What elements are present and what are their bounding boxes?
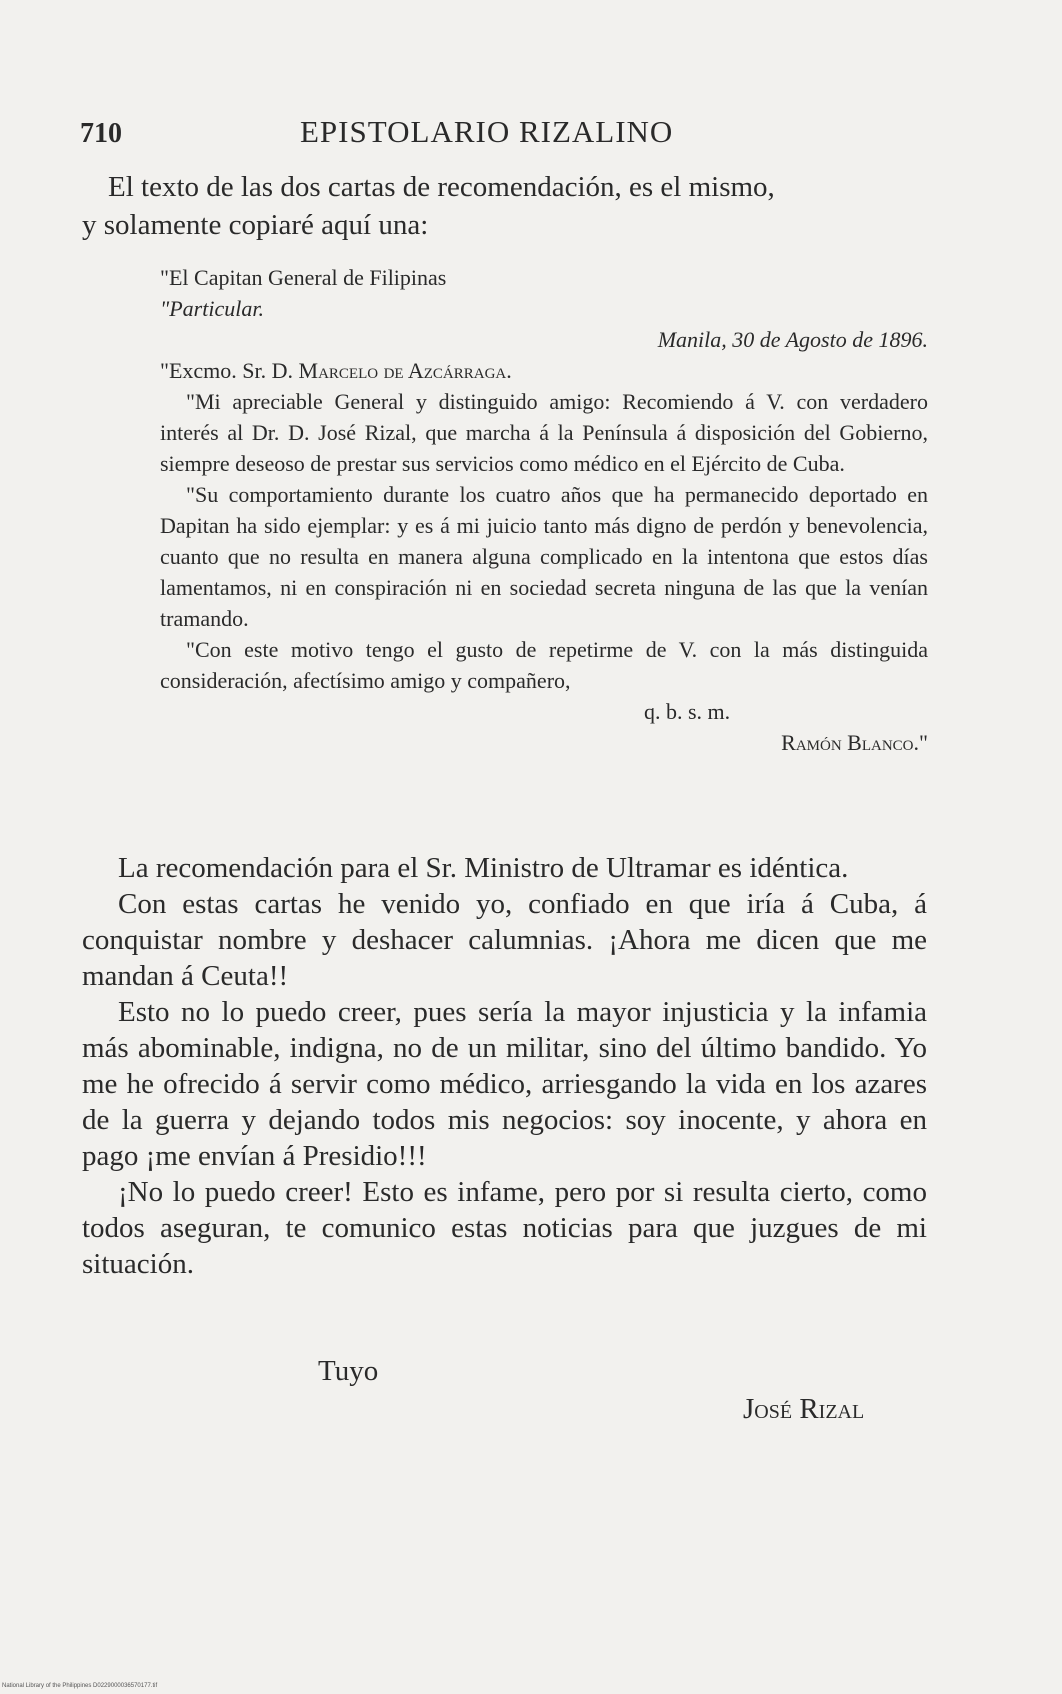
body-paragraph-1: La recomendación para el Sr. Ministro de Ultramar es idéntica. <box>118 852 849 884</box>
salutation-name: Marcelo de Azcárraga. <box>298 358 512 383</box>
quoted-letter <box>160 262 928 758</box>
letter-date: Manila, 30 de Agosto de 1896. <box>657 327 928 352</box>
body-text <box>82 850 927 1282</box>
running-head: EPISTOLARIO RIZALINO <box>300 114 674 149</box>
salutation-prefix: "Excmo. Sr. D. <box>160 358 299 383</box>
page-number: 710 <box>80 118 122 149</box>
letter-heading: "El Capitan General de Filipinas <box>160 265 447 290</box>
letter-salutation <box>160 355 928 386</box>
letter-paragraph-1: "Mi apreciable General y distinguido amigo: Recomiendo á V. con verdadero interés al Dr. D. José Rizal, que marcha á la Península á disposición del Gobierno, siempre deseoso de prestar sus servicios como médico en el Ejército de Cuba. <box>160 389 928 476</box>
intro-line-1: El texto de las dos cartas de recomendación, es el mismo, <box>108 171 775 203</box>
letter-particular: "Particular. <box>160 296 264 321</box>
body-paragraph-2: Con estas cartas he venido yo, confiado en que iría á Cuba, á conquistar nombre y deshacer calumnias. ¡Ahora me dicen que me mandan á Ceuta!! <box>82 888 927 992</box>
scan-footer: National Library of the Philippines D0229000036570177.tif <box>2 1683 158 1689</box>
letter-paragraph-2: "Su comportamiento durante los cuatro años que ha permanecido deportado en Dapitan ha sido ejemplar: y es á mi juicio tanto más digno de perdón y benevolencia, cuanto que no resulta en manera alguna complicado en la intentona que estos días lamentamos, ni en conspiración ni en sociedad secreta ninguna de las que la venían tramando. <box>160 482 928 631</box>
letter-signature: Ramón Blanco." <box>781 730 928 755</box>
letter-paragraph-3: "Con este motivo tengo el gusto de repetirme de V. con la más distinguida consideración, afectísimo amigo y compañero, <box>160 637 928 693</box>
body-paragraph-4: ¡No lo puedo creer! Esto es infame, pero por si resulta cierto, como todos aseguran, te comunico estas noticias para que juzgues de mi situación. <box>82 1176 927 1280</box>
letter-closing: q. b. s. m. <box>644 699 731 724</box>
author-signature: José Rizal <box>743 1393 865 1425</box>
intro-line-2: y solamente copiaré aquí una: <box>82 209 429 241</box>
intro-paragraph <box>82 168 927 244</box>
valediction: Tuyo <box>318 1355 379 1387</box>
body-paragraph-3: Esto no lo puedo creer, pues sería la mayor injusticia y la infamia más abominable, indigna, no de un militar, sino del último bandido. Yo me he ofrecido á servir como médico, arriesgando la vida en los azares de la guerra y dejando todos mis negocios: soy inocente, y ahora en pago ¡me envían á Presidio!!! <box>82 996 927 1172</box>
